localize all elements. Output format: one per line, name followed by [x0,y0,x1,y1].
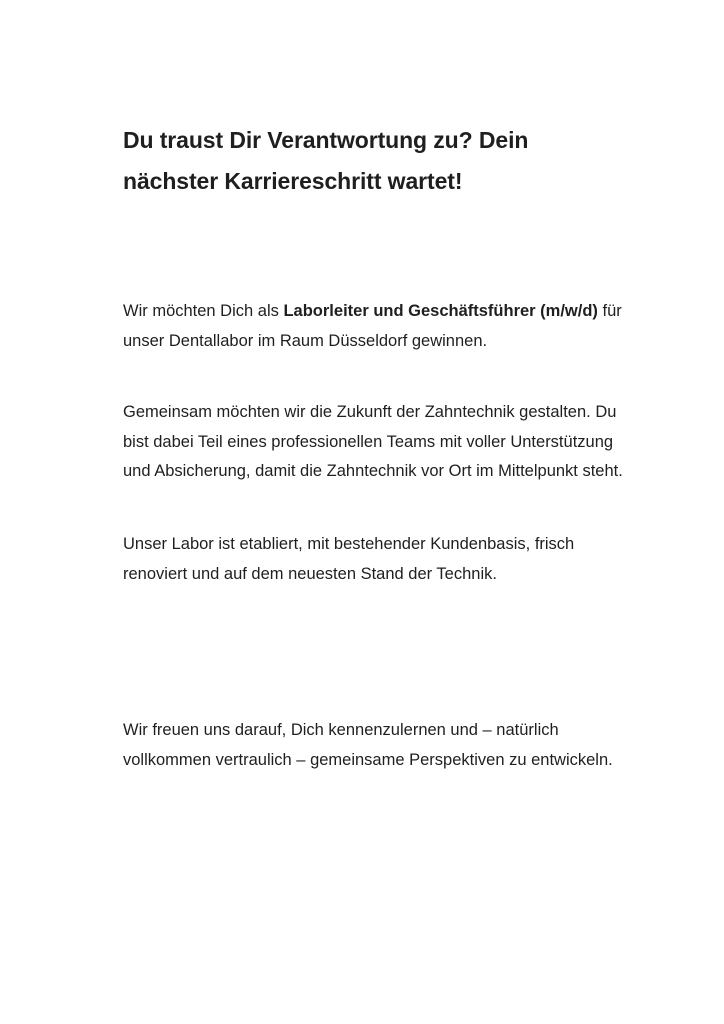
intro-paragraph [123,297,623,356]
job-title: Laborleiter und Geschäftsführer (m/w/d) [283,302,598,320]
vision-paragraph: Gemeinsam möchten wir die Zukunft der Zahntechnik gestalten. Du bist dabei Teil eines professionellen Teams mit voller Unterstützung und Absicherung, damit die Zahntechnik vor Ort im Mittelpunkt steht. [123,403,623,480]
intro-text-after: für unser Dentallabor im Raum Düsseldorf gewinnen. [123,302,622,350]
lab-description-paragraph: Unser Labor ist etabliert, mit bestehender Kundenbasis, frisch renoviert und auf dem neuesten Stand der Technik. [123,535,575,583]
intro-text-before: Wir möchten Dich als [123,302,284,320]
closing-paragraph: Wir freuen uns darauf, Dich kennenzulernen und – natürlich vollkommen vertraulich – gemeinsame Perspektiven zu entwickeln. [123,721,613,769]
page-heading: Du traust Dir Verantwortung zu? Dein nächster Karriereschritt wartet! [123,127,529,194]
